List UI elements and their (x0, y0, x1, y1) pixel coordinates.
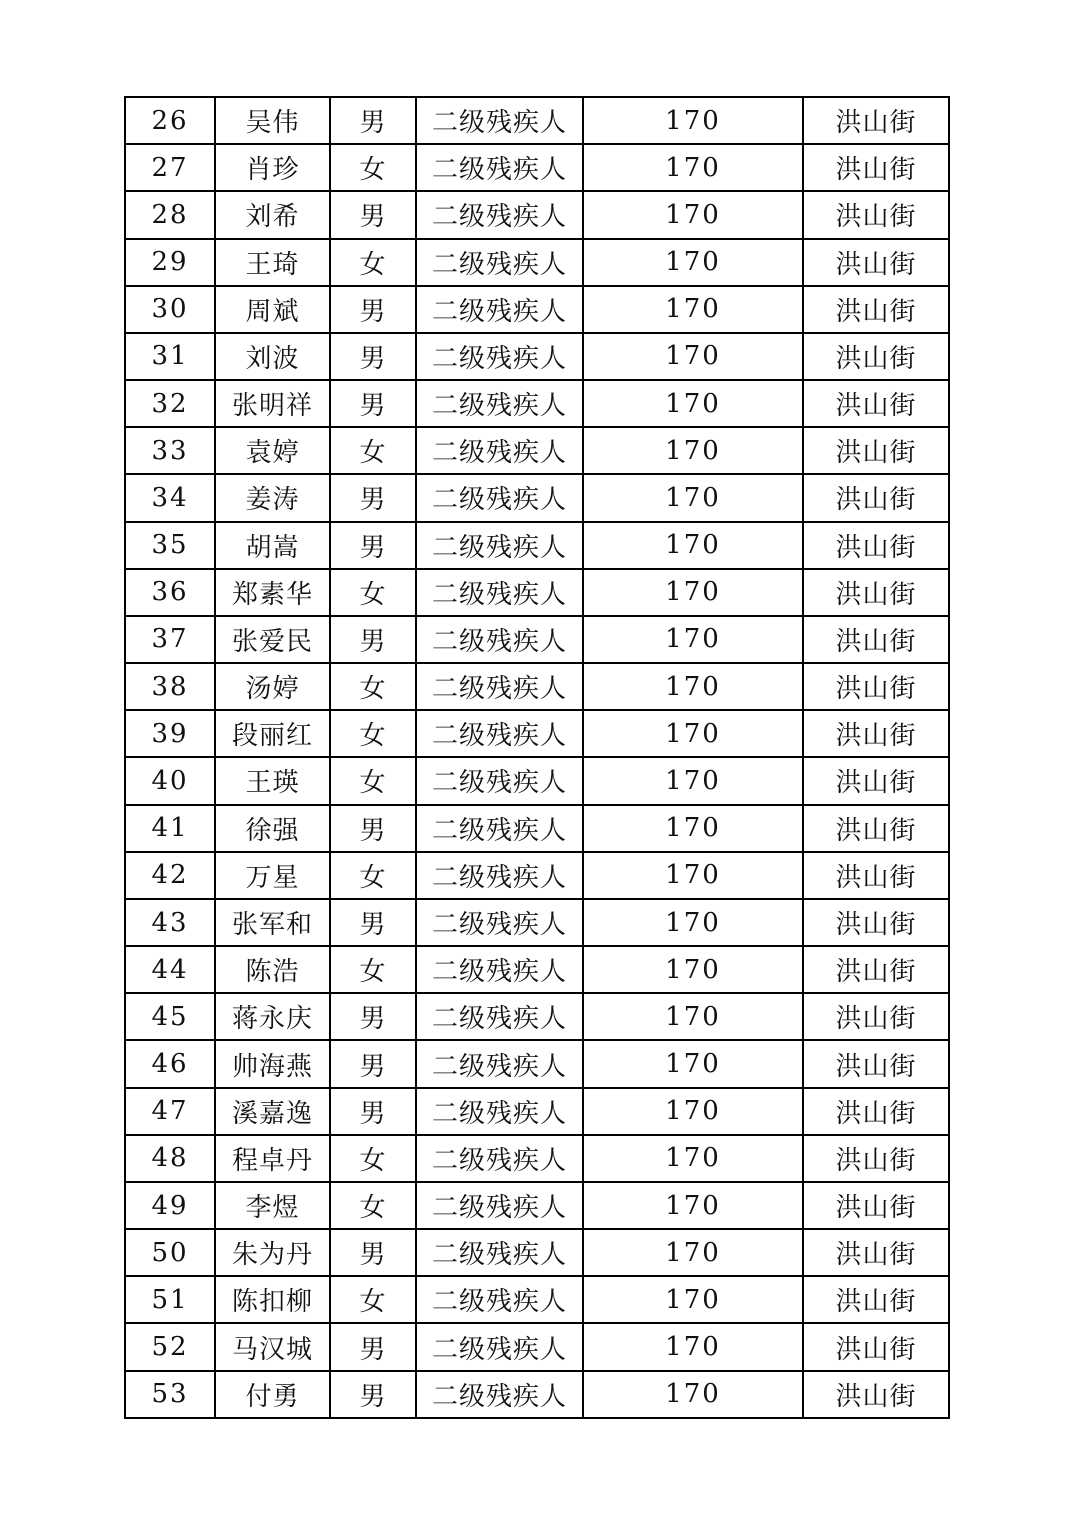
street-cell: 洪山街 (803, 710, 949, 757)
row-number-cell: 26 (125, 97, 215, 144)
table-row (125, 474, 949, 521)
category-cell: 二级残疾人 (416, 380, 583, 427)
name-cell: 溪嘉逸 (215, 1088, 330, 1135)
amount-cell: 170 (583, 427, 803, 474)
gender-cell: 女 (330, 757, 416, 804)
street-cell: 洪山街 (803, 474, 949, 521)
name-cell: 马汉城 (215, 1323, 330, 1370)
category-cell: 二级残疾人 (416, 899, 583, 946)
amount-cell: 170 (583, 993, 803, 1040)
category-cell: 二级残疾人 (416, 1040, 583, 1087)
amount-cell: 170 (583, 757, 803, 804)
amount-cell: 170 (583, 710, 803, 757)
table-row (125, 852, 949, 899)
table-row (125, 380, 949, 427)
category-cell: 二级残疾人 (416, 1276, 583, 1323)
table-row (125, 1371, 949, 1418)
table-row (125, 522, 949, 569)
row-number-cell: 33 (125, 427, 215, 474)
street-cell: 洪山街 (803, 333, 949, 380)
table-row (125, 1182, 949, 1229)
row-number-cell: 40 (125, 757, 215, 804)
table-row (125, 993, 949, 1040)
category-cell: 二级残疾人 (416, 522, 583, 569)
name-cell: 张爱民 (215, 616, 330, 663)
category-cell: 二级残疾人 (416, 946, 583, 993)
category-cell: 二级残疾人 (416, 710, 583, 757)
row-number-cell: 31 (125, 333, 215, 380)
category-cell: 二级残疾人 (416, 144, 583, 191)
name-cell: 程卓丹 (215, 1135, 330, 1182)
table-row (125, 97, 949, 144)
gender-cell: 女 (330, 1135, 416, 1182)
name-cell: 万星 (215, 852, 330, 899)
name-cell: 汤婷 (215, 663, 330, 710)
name-cell: 陈浩 (215, 946, 330, 993)
row-number-cell: 47 (125, 1088, 215, 1135)
category-cell: 二级残疾人 (416, 333, 583, 380)
table-row (125, 427, 949, 474)
category-cell: 二级残疾人 (416, 1182, 583, 1229)
name-cell: 胡嵩 (215, 522, 330, 569)
name-cell: 刘希 (215, 191, 330, 238)
gender-cell: 男 (330, 805, 416, 852)
name-cell: 张军和 (215, 899, 330, 946)
row-number-cell: 36 (125, 569, 215, 616)
row-number-cell: 27 (125, 144, 215, 191)
name-cell: 姜涛 (215, 474, 330, 521)
street-cell: 洪山街 (803, 899, 949, 946)
name-cell: 陈扣柳 (215, 1276, 330, 1323)
street-cell: 洪山街 (803, 569, 949, 616)
amount-cell: 170 (583, 144, 803, 191)
category-cell: 二级残疾人 (416, 805, 583, 852)
amount-cell: 170 (583, 1323, 803, 1370)
street-cell: 洪山街 (803, 852, 949, 899)
gender-cell: 男 (330, 1371, 416, 1418)
row-number-cell: 38 (125, 663, 215, 710)
name-cell: 徐强 (215, 805, 330, 852)
category-cell: 二级残疾人 (416, 1135, 583, 1182)
name-cell: 吴伟 (215, 97, 330, 144)
name-cell: 王琦 (215, 239, 330, 286)
category-cell: 二级残疾人 (416, 569, 583, 616)
gender-cell: 男 (330, 474, 416, 521)
table-row (125, 805, 949, 852)
row-number-cell: 52 (125, 1323, 215, 1370)
row-number-cell: 30 (125, 286, 215, 333)
category-cell: 二级残疾人 (416, 993, 583, 1040)
category-cell: 二级残疾人 (416, 239, 583, 286)
row-number-cell: 49 (125, 1182, 215, 1229)
gender-cell: 女 (330, 1182, 416, 1229)
street-cell: 洪山街 (803, 946, 949, 993)
gender-cell: 男 (330, 1323, 416, 1370)
amount-cell: 170 (583, 97, 803, 144)
street-cell: 洪山街 (803, 286, 949, 333)
gender-cell: 女 (330, 946, 416, 993)
street-cell: 洪山街 (803, 427, 949, 474)
table-row (125, 286, 949, 333)
gender-cell: 男 (330, 191, 416, 238)
gender-cell: 男 (330, 899, 416, 946)
category-cell: 二级残疾人 (416, 663, 583, 710)
amount-cell: 170 (583, 616, 803, 663)
row-number-cell: 35 (125, 522, 215, 569)
name-cell: 肖珍 (215, 144, 330, 191)
street-cell: 洪山街 (803, 1323, 949, 1370)
amount-cell: 170 (583, 1040, 803, 1087)
name-cell: 帅海燕 (215, 1040, 330, 1087)
name-cell: 刘波 (215, 333, 330, 380)
table-row (125, 191, 949, 238)
row-number-cell: 48 (125, 1135, 215, 1182)
beneficiary-table (124, 96, 950, 1419)
category-cell: 二级残疾人 (416, 1088, 583, 1135)
name-cell: 王瑛 (215, 757, 330, 804)
category-cell: 二级残疾人 (416, 474, 583, 521)
row-number-cell: 29 (125, 239, 215, 286)
table-row (125, 710, 949, 757)
table-row (125, 144, 949, 191)
amount-cell: 170 (583, 852, 803, 899)
street-cell: 洪山街 (803, 757, 949, 804)
table-row (125, 1088, 949, 1135)
category-cell: 二级残疾人 (416, 757, 583, 804)
gender-cell: 女 (330, 239, 416, 286)
amount-cell: 170 (583, 1229, 803, 1276)
street-cell: 洪山街 (803, 144, 949, 191)
amount-cell: 170 (583, 380, 803, 427)
street-cell: 洪山街 (803, 191, 949, 238)
street-cell: 洪山街 (803, 1229, 949, 1276)
gender-cell: 女 (330, 663, 416, 710)
street-cell: 洪山街 (803, 1135, 949, 1182)
street-cell: 洪山街 (803, 805, 949, 852)
amount-cell: 170 (583, 899, 803, 946)
table-row (125, 1323, 949, 1370)
row-number-cell: 45 (125, 993, 215, 1040)
gender-cell: 男 (330, 286, 416, 333)
street-cell: 洪山街 (803, 522, 949, 569)
amount-cell: 170 (583, 333, 803, 380)
table-row (125, 569, 949, 616)
row-number-cell: 51 (125, 1276, 215, 1323)
amount-cell: 170 (583, 1276, 803, 1323)
category-cell: 二级残疾人 (416, 1229, 583, 1276)
name-cell: 朱为丹 (215, 1229, 330, 1276)
category-cell: 二级残疾人 (416, 1371, 583, 1418)
amount-cell: 170 (583, 474, 803, 521)
row-number-cell: 41 (125, 805, 215, 852)
gender-cell: 男 (330, 333, 416, 380)
gender-cell: 男 (330, 616, 416, 663)
category-cell: 二级残疾人 (416, 1323, 583, 1370)
row-number-cell: 32 (125, 380, 215, 427)
gender-cell: 女 (330, 1276, 416, 1323)
category-cell: 二级残疾人 (416, 616, 583, 663)
table-row (125, 899, 949, 946)
row-number-cell: 43 (125, 899, 215, 946)
row-number-cell: 46 (125, 1040, 215, 1087)
table-row (125, 239, 949, 286)
gender-cell: 男 (330, 97, 416, 144)
gender-cell: 女 (330, 852, 416, 899)
amount-cell: 170 (583, 569, 803, 616)
category-cell: 二级残疾人 (416, 427, 583, 474)
row-number-cell: 42 (125, 852, 215, 899)
street-cell: 洪山街 (803, 1276, 949, 1323)
street-cell: 洪山街 (803, 1182, 949, 1229)
table-row (125, 1135, 949, 1182)
amount-cell: 170 (583, 239, 803, 286)
name-cell: 段丽红 (215, 710, 330, 757)
gender-cell: 女 (330, 710, 416, 757)
table-row (125, 757, 949, 804)
gender-cell: 男 (330, 1229, 416, 1276)
street-cell: 洪山街 (803, 616, 949, 663)
name-cell: 袁婷 (215, 427, 330, 474)
gender-cell: 男 (330, 1088, 416, 1135)
table-row (125, 946, 949, 993)
gender-cell: 女 (330, 144, 416, 191)
amount-cell: 170 (583, 191, 803, 238)
category-cell: 二级残疾人 (416, 852, 583, 899)
row-number-cell: 50 (125, 1229, 215, 1276)
amount-cell: 170 (583, 286, 803, 333)
amount-cell: 170 (583, 663, 803, 710)
table-row (125, 663, 949, 710)
amount-cell: 170 (583, 1182, 803, 1229)
row-number-cell: 34 (125, 474, 215, 521)
gender-cell: 男 (330, 380, 416, 427)
gender-cell: 女 (330, 569, 416, 616)
row-number-cell: 53 (125, 1371, 215, 1418)
name-cell: 付勇 (215, 1371, 330, 1418)
amount-cell: 170 (583, 1371, 803, 1418)
street-cell: 洪山街 (803, 1040, 949, 1087)
table-row (125, 616, 949, 663)
gender-cell: 男 (330, 993, 416, 1040)
category-cell: 二级残疾人 (416, 286, 583, 333)
row-number-cell: 37 (125, 616, 215, 663)
category-cell: 二级残疾人 (416, 191, 583, 238)
name-cell: 张明祥 (215, 380, 330, 427)
street-cell: 洪山街 (803, 1088, 949, 1135)
street-cell: 洪山街 (803, 993, 949, 1040)
street-cell: 洪山街 (803, 97, 949, 144)
gender-cell: 男 (330, 522, 416, 569)
street-cell: 洪山街 (803, 663, 949, 710)
street-cell: 洪山街 (803, 239, 949, 286)
amount-cell: 170 (583, 522, 803, 569)
name-cell: 李煜 (215, 1182, 330, 1229)
name-cell: 郑素华 (215, 569, 330, 616)
table-row (125, 1276, 949, 1323)
table-row (125, 1229, 949, 1276)
table-row (125, 1040, 949, 1087)
name-cell: 蒋永庆 (215, 993, 330, 1040)
amount-cell: 170 (583, 946, 803, 993)
gender-cell: 女 (330, 427, 416, 474)
amount-cell: 170 (583, 1088, 803, 1135)
amount-cell: 170 (583, 1135, 803, 1182)
row-number-cell: 39 (125, 710, 215, 757)
row-number-cell: 44 (125, 946, 215, 993)
gender-cell: 男 (330, 1040, 416, 1087)
table-row (125, 333, 949, 380)
name-cell: 周斌 (215, 286, 330, 333)
amount-cell: 170 (583, 805, 803, 852)
street-cell: 洪山街 (803, 1371, 949, 1418)
street-cell: 洪山街 (803, 380, 949, 427)
row-number-cell: 28 (125, 191, 215, 238)
table-body (125, 97, 949, 1418)
category-cell: 二级残疾人 (416, 97, 583, 144)
